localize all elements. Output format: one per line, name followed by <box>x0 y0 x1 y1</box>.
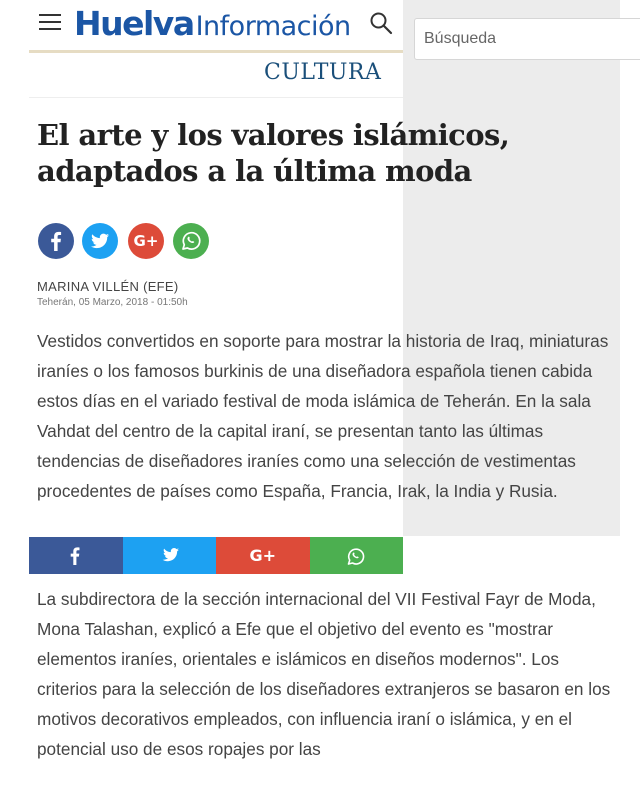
logo-bold-text: Huelva <box>74 4 194 43</box>
section-label[interactable]: CULTURA <box>264 60 382 85</box>
logo-light-text: Información <box>195 11 351 42</box>
facebook-icon <box>29 537 122 574</box>
twitter-icon <box>123 537 216 574</box>
article-headline: El arte y los valores islámicos, adaptados a la última moda <box>37 118 510 188</box>
google-plus-icon: G+ <box>249 546 277 565</box>
hamburger-menu-icon[interactable] <box>39 14 61 32</box>
site-header <box>29 0 403 53</box>
twitter-icon <box>82 223 118 259</box>
article-paragraph: Vestidos convertidos en soporte para mostrar la historia de Iraq, miniaturas iraníes o los famosos burkinis de una diseñadora española tienen cabida estos días en el variado festival de moda islámica de Teherán. En la sala Vahdat del centro de la capital iraní, se presentan tanto las últimas tendencias de diseñadores iraníes como una selección de vestimentas procedentes de países como España, Francia, Irak, la India y Rusia. <box>37 331 609 501</box>
share-bar <box>29 537 403 574</box>
whatsapp-icon <box>173 223 209 259</box>
site-logo[interactable] <box>74 4 351 44</box>
share-bar-twitter-button[interactable] <box>123 537 217 574</box>
whatsapp-icon <box>310 537 403 574</box>
share-whatsapp-button[interactable] <box>173 223 209 259</box>
share-twitter-button[interactable] <box>82 223 118 259</box>
share-google-plus-button[interactable] <box>128 223 164 259</box>
search-icon[interactable] <box>369 11 393 35</box>
share-facebook-button[interactable] <box>38 223 74 259</box>
section-divider <box>29 97 403 98</box>
search-input[interactable] <box>414 18 640 60</box>
share-bar-facebook-button[interactable] <box>29 537 123 574</box>
share-bar-whatsapp-button[interactable] <box>310 537 404 574</box>
share-bar-google-plus-button[interactable] <box>216 537 310 574</box>
article-paragraph: La subdirectora de la sección internacional del VII Festival Fayr de Moda, Mona Talashan, explicó a Efe que el objetivo del evento es "mostrar elementos iraníes, orientales e islámicos en diseños modernos". Los criterios para la selección de los diseñadores extranjeros se basaron en los motivos decorativos empleados, con influencia iraní o islámica, y en el potencial uso de esos ropajes por las <box>37 589 611 759</box>
article-dateline: Teherán, 05 Marzo, 2018 - 01:50h <box>37 297 188 308</box>
google-plus-icon: G+ <box>133 232 159 250</box>
facebook-icon <box>38 223 74 259</box>
article-author: MARINA VILLÉN (EFE) <box>37 279 179 294</box>
